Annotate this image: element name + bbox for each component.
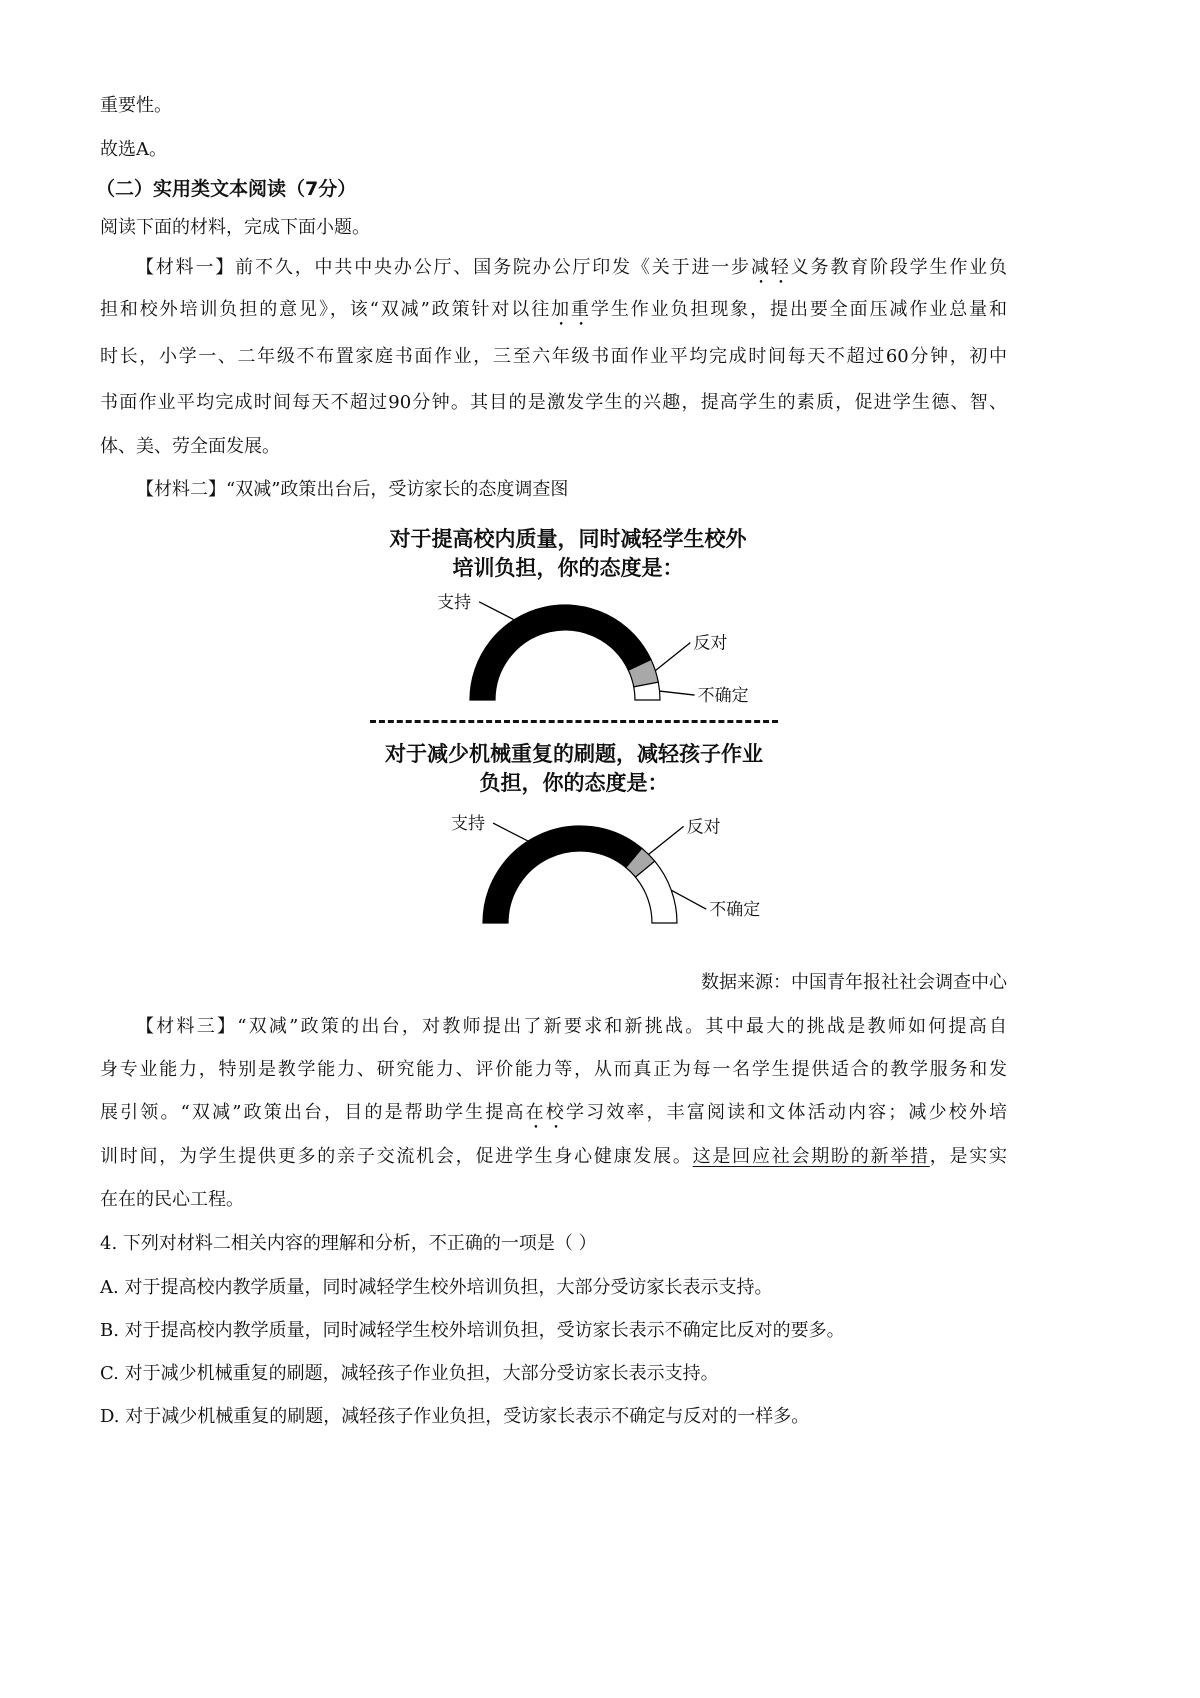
chart1-title-line1: 对于提高校内质量，同时减轻学生校外 [389,527,747,551]
label-support: 支持 [437,592,472,613]
material1-line: 体、美、劳全面发展。 [100,436,280,457]
arc-segment-support [470,605,651,700]
previous-answer-text: 重要性。 [100,95,172,116]
question-stem: 4. 下列对材料二相关内容的理解和分析，不正确的一项是（ ） [100,1233,597,1254]
leader-line-support [493,823,528,841]
text: ，是实实 [929,1146,1008,1167]
option-a[interactable]: A. 对于提高校内教学质量，同时减轻学生校外培训负担，大部分受访家长表示支持。 [100,1277,773,1298]
text: 展引领。“双减”政策出台，目的是帮助学生提高 [100,1102,526,1123]
emphasized-text: 减轻 [750,257,791,278]
material3-line: 身专业能力，特别是教学能力、研究能力、评价能力等，从而真正为每一名学生提供适合的教学服务和发 [100,1059,1007,1080]
emphasized-text: 加重 [551,299,591,320]
text: 学习效率，丰富阅读和文体活动内容；减少校外培 [565,1102,1008,1123]
previous-answer-choice: 故选A。 [100,139,167,160]
divider [370,720,778,723]
material1-line [100,298,1007,330]
material1-line: 书面作业平均完成时间每天不超过90分钟。其目的是激发学生的兴趣，提高学生的素质，促进学生德、智、 [100,392,1007,413]
option-b[interactable]: B. 对于提高校内教学质量，同时减轻学生校外培训负担，受访家长表示不确定比反对的要多。 [100,1320,845,1341]
section-heading: （二）实用类文本阅读（7分） [96,178,357,200]
chart2-title-line1: 对于减少机械重复的刷题，减轻孩子作业 [385,742,763,766]
material1-line [136,256,1007,288]
chart2-title-line2: 负担，你的态度是： [479,771,669,795]
leader-line-uncertain [671,890,706,909]
label-oppose: 反对 [693,633,728,654]
chart2-semicircle [380,790,820,960]
material3-line [100,1145,1007,1169]
material1-line: 时长，小学一、二年级不布置家庭书面作业，三至六年级书面作业平均完成时间每天不超过60分钟，初中 [100,346,1007,367]
leader-line-uncertain [660,691,695,695]
text: 学生作业负担现象，提出要全面压减作业总量和 [590,299,1008,320]
chart1-title-line2: 培训负担，你的态度是： [452,556,684,580]
material2-label: 【材料二】“双减”政策出台后，受访家长的态度调查图 [136,479,569,500]
arc-segment-support [483,826,642,923]
label-uncertain: 不确定 [697,686,749,707]
material3-line [100,1101,1007,1133]
material3-line: 【材料三】“双减”政策的出台，对教师提出了新要求和新挑战。其中最大的挑战是教师如何提高自 [136,1016,1007,1037]
leader-line-oppose [655,643,690,671]
leader-line-support [479,602,514,620]
option-d[interactable]: D. 对于减少机械重复的刷题，减轻孩子作业负担，受访家长表示不确定与反对的一样多。 [100,1406,810,1427]
option-c[interactable]: C. 对于减少机械重复的刷题，减轻孩子作业负担，大部分受访家长表示支持。 [100,1363,719,1384]
label-uncertain: 不确定 [709,900,761,921]
material3-line: 在在的民心工程。 [100,1189,244,1210]
underlined-text: 这是回应社会期盼的新举措 [692,1146,930,1167]
label-oppose: 反对 [686,817,721,838]
text: 担和校外培训负担的意见》，该“双减”政策针对以往 [100,299,552,320]
text: 义务教育阶段学生作业负 [790,257,1008,278]
text: 【材料一】前不久，中共中央办公厅、国务院办公厅印发《关于进一步 [136,257,751,278]
leader-line-oppose [649,826,684,854]
data-source: 数据来源：中国青年报社社会调查中心 [701,972,1007,993]
instruction: 阅读下面的材料，完成下面小题。 [100,217,370,238]
text: 训时间，为学生提供更多的亲子交流机会，促进学生身心健康发展。 [100,1146,693,1167]
label-support: 支持 [451,814,486,835]
emphasized-text: 在校 [525,1102,566,1123]
